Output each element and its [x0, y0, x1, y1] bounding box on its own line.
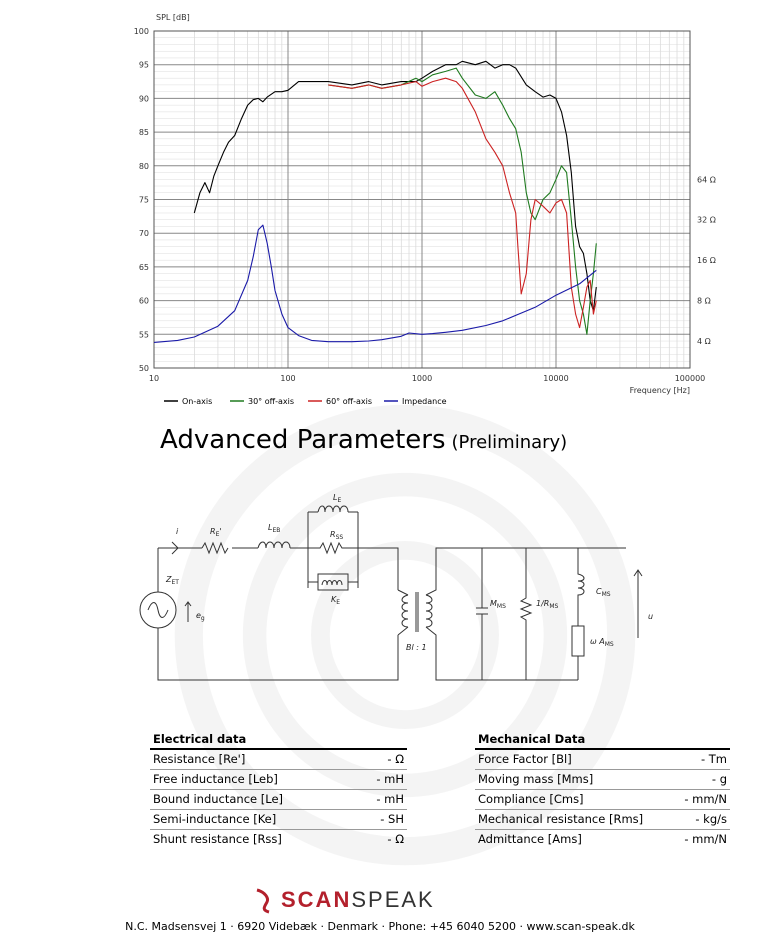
- mms-label: $M_{MS}$: [490, 599, 506, 610]
- title-main: Advanced Parameters: [160, 425, 446, 455]
- y-tick-label: 65: [138, 262, 149, 272]
- table-row: Bound inductance [Le] - mH: [150, 790, 407, 810]
- table-row: Resistance [Re'] - Ω: [150, 750, 407, 770]
- frequency-response-chart: [0, 0, 760, 420]
- legend-label: Impedance: [402, 397, 447, 406]
- x-tick-label: 100000: [674, 374, 706, 383]
- mechanical-heading: Mechanical Data: [475, 732, 730, 750]
- inductor-le-icon: [318, 506, 348, 512]
- eg-arrow-icon: [185, 602, 191, 622]
- y-tick-label: 75: [138, 195, 149, 205]
- equivalent-circuit-diagram: [130, 490, 670, 690]
- legend-label: 60° off-axis: [326, 397, 373, 406]
- x-tick-label: 1000: [411, 374, 433, 383]
- resistor-re-icon: [202, 543, 228, 553]
- impedance-tick-label: 4 Ω: [697, 337, 711, 347]
- series-line-3: [154, 225, 596, 342]
- chart-legend: [164, 397, 447, 406]
- y-tick-label: 80: [138, 161, 149, 171]
- y-tick-label: 60: [138, 296, 149, 306]
- table-row: Force Factor [Bl] - Tm: [475, 750, 730, 770]
- semi-inductor-ke-icon: [322, 581, 342, 586]
- resistor-rms-icon: [521, 548, 531, 680]
- mechanical-data-table: [475, 732, 730, 849]
- re-label: $R_E'$: [210, 527, 222, 538]
- impedance-tick-label: 16 Ω: [697, 256, 716, 266]
- transformer-core: [416, 592, 418, 632]
- table-row: Moving mass [Mms] - g: [475, 770, 730, 790]
- x-axis-label: Frequency [Hz]: [629, 386, 690, 395]
- scanspeak-logo: [255, 884, 465, 914]
- rms-label: $1/R_{MS}$: [536, 599, 559, 610]
- parallel-branch-rails: [308, 512, 358, 588]
- impedance-tick-labels: [697, 175, 716, 346]
- rss-label: $R_{SS}$: [330, 530, 344, 541]
- ke-label: $K_E$: [331, 595, 341, 606]
- eg-label: $e_g$: [196, 611, 205, 622]
- transformer-primary-icon: [402, 595, 408, 627]
- logo-wordmark: SCANSPEAK: [281, 887, 435, 912]
- wire: [158, 548, 398, 680]
- inductor-cms-icon: [578, 548, 584, 626]
- impedance-tick-label: 32 Ω: [697, 215, 716, 225]
- zet-label: $Z_{ET}$: [166, 575, 179, 586]
- ams-label: ω $A_{MS}$: [590, 637, 614, 648]
- footer-address: N.C. Madsensvej 1 · 6920 Videbæk · Denmark · Phone: +45 6040 5200 · www.scan-speak.dk: [125, 920, 635, 933]
- inductor-leb-icon: [258, 542, 290, 548]
- table-row: Semi-inductance [Ke] - SH: [150, 810, 407, 830]
- resistor-rss-icon: [308, 543, 358, 553]
- table-row: Free inductance [Leb] - mH: [150, 770, 407, 790]
- current-label: i: [176, 527, 179, 536]
- table-row: Admittance [Ams] - mm/N: [478, 832, 727, 846]
- logo-swoosh-icon: [257, 890, 269, 912]
- y-tick-label: 70: [138, 229, 149, 239]
- velocity-arrow-icon: [634, 570, 642, 638]
- x-tick-label: 100: [280, 374, 296, 383]
- impedance-tick-label: 64 Ω: [697, 175, 716, 185]
- leb-label: $L_{EB}$: [268, 523, 281, 534]
- le-label: $L_E$: [333, 493, 342, 504]
- y-tick-labels: [134, 27, 149, 373]
- electrical-heading: Electrical data: [150, 732, 407, 750]
- page-title: [160, 425, 567, 455]
- y-tick-label: 55: [138, 330, 149, 340]
- y-tick-label: 100: [133, 27, 149, 36]
- x-tick-label: 10: [148, 374, 160, 383]
- table-row: Shunt resistance [Rss] - Ω: [153, 832, 404, 846]
- x-tick-label: 10000: [543, 374, 569, 383]
- capacitor-mms-icon: [476, 548, 488, 680]
- y-tick-label: 50: [138, 364, 149, 373]
- velocity-label: u: [648, 612, 654, 621]
- cms-label: $C_{MS}$: [596, 587, 611, 598]
- y-axis-label: SPL [dB]: [156, 13, 190, 22]
- admittance-ams-box: [572, 626, 584, 656]
- sine-wave-icon: [148, 603, 168, 618]
- title-sub: (Preliminary): [451, 432, 568, 453]
- table-row: Compliance [Cms] - mm/N: [475, 790, 730, 810]
- wire: [358, 548, 398, 590]
- y-tick-label: 85: [138, 128, 149, 138]
- electrical-data-table: [150, 732, 407, 849]
- transformer-secondary-icon: [426, 595, 432, 627]
- impedance-tick-label: 8 Ω: [697, 296, 711, 306]
- legend-label: On-axis: [182, 397, 213, 406]
- y-tick-label: 90: [138, 94, 149, 104]
- legend-label: 30° off-axis: [248, 397, 295, 406]
- bl-label: Bl : 1: [406, 643, 427, 652]
- table-row: Mechanical resistance [Rms] - kg/s: [475, 810, 730, 830]
- y-tick-label: 95: [138, 60, 149, 70]
- x-tick-labels: [149, 374, 705, 383]
